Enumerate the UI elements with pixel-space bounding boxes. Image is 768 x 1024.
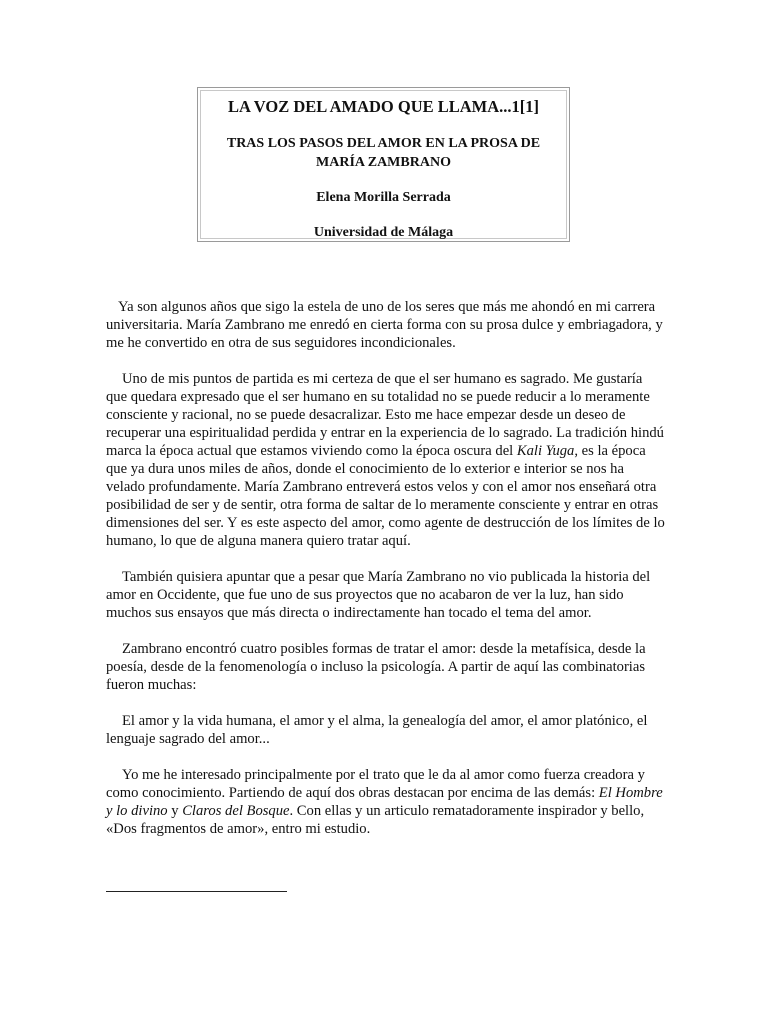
author-name: Elena Morilla Serrada (316, 190, 451, 205)
paragraph-5: El amor y la vida humana, el amor y el alma, la genealogía del amor, el amor platónico, el lenguaje sagrado del amor... (106, 713, 648, 747)
paragraph-3: También quisiera apuntar que a pesar que María Zambrano no vio publicada la historia del amor en Occidente, que fue uno de sus proyectos que no acabaron de ver la luz, han sido muchos sus ensayos que más directa o indirectamente han tocado el tema del amor. (106, 569, 651, 621)
paragraph-2-text-b: , es la época que ya dura unos miles de años, donde el conocimiento de lo exterior e interior se nos ha velado profundamente. María Zambrano entreverá estos velos y con el amor nos enseñará otra posibilidad de ser y de sentir, otra forma de saltar de lo meramente consciente y entrar en otras dimensiones del ser. Y es este aspecto del amor, como agente de destrucción de los límites de lo humano, lo que de alguna manera quiero tratar aquí. (106, 443, 665, 549)
paragraph-2-text-a: Uno de mis puntos de partida es mi certeza de que el ser humano es sagrado. Me gustaría que quedara expresado que el ser humano en su totalidad no se puede reducir a lo meramente consciente y racional, no se puede desacralizar. Esto me hace empezar desde un deseo de recuperar una espiritualidad perdida y entrar en la experiencia de lo sagrado. La tradición hindú marca la época actual que estamos viviendo como la época oscura del (106, 371, 664, 459)
paragraph-6-emphasis-2: Claros del Bosque (182, 803, 290, 819)
paragraph-6-emphasis-1: El Hombre y lo divino (106, 785, 663, 819)
paragraph-6 (106, 766, 666, 838)
document-body (106, 298, 666, 856)
author-affiliation: Universidad de Málaga (313, 225, 454, 240)
document-title: LA VOZ DEL AMADO QUE LLAMA...1[1] (227, 97, 540, 116)
paragraph-2 (106, 370, 666, 550)
paragraph-2-emphasis: Kali Yuga (516, 443, 575, 459)
paragraph-6-text-c: . Con ellas y un articulo rematadoramente inspirador y bello, «Dos fragmentos de amor», entro mi estudio. (106, 803, 645, 837)
footnote-separator (106, 891, 287, 892)
paragraph-4: Zambrano encontró cuatro posibles formas de tratar el amor: desde la metafísica, desde la poesía, desde de la fenomenología o incluso la psicología. A partir de aquí las combinatorias fueron muchas: (106, 641, 646, 693)
document-subtitle: TRAS LOS PASOS DEL AMOR EN LA PROSA DE MARÍA ZAMBRANO (226, 136, 541, 170)
paragraph-1: Ya son algunos años que sigo la estela de uno de los seres que más me ahondó en mi carrera universitaria. María Zambrano me enredó en cierta forma con su prosa dulce y embriagadora, y me he convertido en otra de sus seguidores incondicionales. (106, 299, 663, 351)
paragraph-6-text-a: Yo me he interesado principalmente por el trato que le da al amor como fuerza creadora y como conocimiento. Partiendo de aquí dos obras destacan por encima de las demás: (106, 767, 645, 801)
title-box (197, 87, 570, 242)
paragraph-6-text-b: y (167, 803, 183, 819)
